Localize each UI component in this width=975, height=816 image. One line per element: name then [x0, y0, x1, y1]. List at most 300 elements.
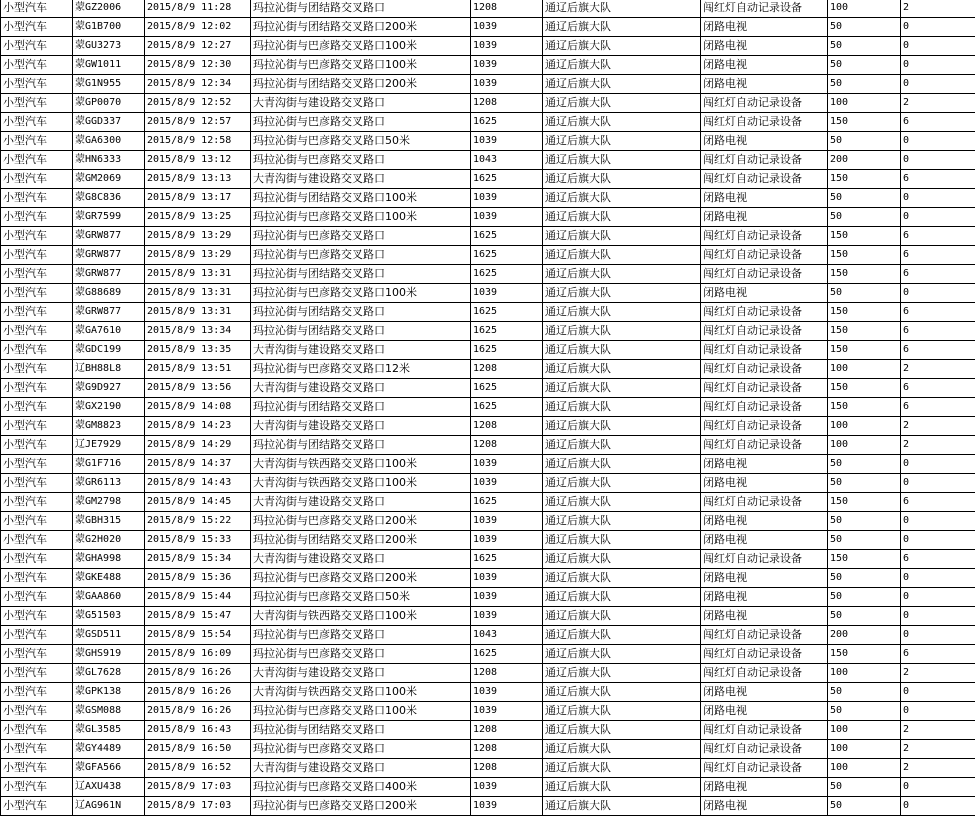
fine-amount-cell[interactable]: 150 [828, 246, 901, 265]
capture-device-cell[interactable]: 闯红灯自动记录设备 [701, 740, 828, 759]
plate-number-cell[interactable]: 蒙G8C836 [73, 189, 145, 208]
vehicle-type-cell[interactable]: 小型汽车 [1, 474, 73, 493]
violation-time-cell[interactable]: 2015/8/9 13:31 [145, 303, 251, 322]
violation-code-cell[interactable]: 1625 [471, 170, 543, 189]
violation-code-cell[interactable]: 1039 [471, 18, 543, 37]
penalty-points-cell[interactable]: 0 [901, 75, 975, 94]
vehicle-type-cell[interactable]: 小型汽车 [1, 417, 73, 436]
vehicle-type-cell[interactable]: 小型汽车 [1, 493, 73, 512]
violation-time-cell[interactable]: 2015/8/9 16:43 [145, 721, 251, 740]
violation-code-cell[interactable]: 1039 [471, 474, 543, 493]
penalty-points-cell[interactable]: 6 [901, 227, 975, 246]
department-cell[interactable]: 通辽后旗大队 [543, 664, 701, 683]
vehicle-type-cell[interactable]: 小型汽车 [1, 56, 73, 75]
department-cell[interactable]: 通辽后旗大队 [543, 170, 701, 189]
capture-device-cell[interactable]: 闭路电视 [701, 531, 828, 550]
violation-time-cell[interactable]: 2015/8/9 13:29 [145, 246, 251, 265]
plate-number-cell[interactable]: 蒙GSD511 [73, 626, 145, 645]
vehicle-type-cell[interactable]: 小型汽车 [1, 645, 73, 664]
penalty-points-cell[interactable]: 0 [901, 778, 975, 797]
violation-time-cell[interactable]: 2015/8/9 12:57 [145, 113, 251, 132]
penalty-points-cell[interactable]: 6 [901, 379, 975, 398]
fine-amount-cell[interactable]: 100 [828, 417, 901, 436]
vehicle-type-cell[interactable]: 小型汽车 [1, 94, 73, 113]
penalty-points-cell[interactable]: 0 [901, 132, 975, 151]
location-cell[interactable]: 玛拉沁街与巴彦路交叉路口200米 [251, 512, 471, 531]
capture-device-cell[interactable]: 闯红灯自动记录设备 [701, 493, 828, 512]
penalty-points-cell[interactable]: 6 [901, 113, 975, 132]
plate-number-cell[interactable]: 蒙GGD337 [73, 113, 145, 132]
location-cell[interactable]: 玛拉沁街与巴彦路交叉路口200米 [251, 797, 471, 816]
fine-amount-cell[interactable]: 200 [828, 626, 901, 645]
violation-code-cell[interactable]: 1208 [471, 740, 543, 759]
location-cell[interactable]: 玛拉沁街与团结路交叉路口 [251, 265, 471, 284]
fine-amount-cell[interactable]: 100 [828, 721, 901, 740]
capture-device-cell[interactable]: 闯红灯自动记录设备 [701, 151, 828, 170]
violation-code-cell[interactable]: 1039 [471, 607, 543, 626]
vehicle-type-cell[interactable]: 小型汽车 [1, 759, 73, 778]
vehicle-type-cell[interactable]: 小型汽车 [1, 436, 73, 455]
capture-device-cell[interactable]: 闯红灯自动记录设备 [701, 322, 828, 341]
penalty-points-cell[interactable]: 0 [901, 607, 975, 626]
location-cell[interactable]: 玛拉沁街与巴彦路交叉路口400米 [251, 778, 471, 797]
capture-device-cell[interactable]: 闭路电视 [701, 702, 828, 721]
vehicle-type-cell[interactable]: 小型汽车 [1, 265, 73, 284]
department-cell[interactable]: 通辽后旗大队 [543, 778, 701, 797]
penalty-points-cell[interactable]: 6 [901, 246, 975, 265]
vehicle-type-cell[interactable]: 小型汽车 [1, 512, 73, 531]
plate-number-cell[interactable]: 蒙GBH315 [73, 512, 145, 531]
fine-amount-cell[interactable]: 50 [828, 531, 901, 550]
penalty-points-cell[interactable]: 6 [901, 493, 975, 512]
vehicle-type-cell[interactable]: 小型汽车 [1, 569, 73, 588]
location-cell[interactable]: 大青沟街与建设路交叉路口 [251, 379, 471, 398]
capture-device-cell[interactable]: 闯红灯自动记录设备 [701, 721, 828, 740]
penalty-points-cell[interactable]: 6 [901, 398, 975, 417]
violation-time-cell[interactable]: 2015/8/9 16:52 [145, 759, 251, 778]
plate-number-cell[interactable]: 辽AG961N [73, 797, 145, 816]
violation-time-cell[interactable]: 2015/8/9 13:31 [145, 265, 251, 284]
capture-device-cell[interactable]: 闯红灯自动记录设备 [701, 170, 828, 189]
vehicle-type-cell[interactable]: 小型汽车 [1, 721, 73, 740]
violation-time-cell[interactable]: 2015/8/9 13:12 [145, 151, 251, 170]
plate-number-cell[interactable]: 蒙GKE488 [73, 569, 145, 588]
department-cell[interactable]: 通辽后旗大队 [543, 151, 701, 170]
capture-device-cell[interactable]: 闭路电视 [701, 569, 828, 588]
location-cell[interactable]: 玛拉沁街与巴彦路交叉路口100米 [251, 284, 471, 303]
capture-device-cell[interactable]: 闭路电视 [701, 778, 828, 797]
location-cell[interactable]: 玛拉沁街与团结路交叉路口 [251, 0, 471, 18]
capture-device-cell[interactable]: 闯红灯自动记录设备 [701, 398, 828, 417]
capture-device-cell[interactable]: 闯红灯自动记录设备 [701, 664, 828, 683]
capture-device-cell[interactable]: 闭路电视 [701, 284, 828, 303]
penalty-points-cell[interactable]: 6 [901, 550, 975, 569]
department-cell[interactable]: 通辽后旗大队 [543, 455, 701, 474]
fine-amount-cell[interactable]: 50 [828, 132, 901, 151]
penalty-points-cell[interactable]: 2 [901, 94, 975, 113]
vehicle-type-cell[interactable]: 小型汽车 [1, 151, 73, 170]
location-cell[interactable]: 玛拉沁街与巴彦路交叉路口 [251, 151, 471, 170]
fine-amount-cell[interactable]: 150 [828, 550, 901, 569]
department-cell[interactable]: 通辽后旗大队 [543, 436, 701, 455]
plate-number-cell[interactable]: 蒙GP0070 [73, 94, 145, 113]
capture-device-cell[interactable]: 闯红灯自动记录设备 [701, 759, 828, 778]
department-cell[interactable]: 通辽后旗大队 [543, 303, 701, 322]
fine-amount-cell[interactable]: 150 [828, 493, 901, 512]
location-cell[interactable]: 玛拉沁街与团结路交叉路口 [251, 398, 471, 417]
violation-time-cell[interactable]: 2015/8/9 12:58 [145, 132, 251, 151]
violation-code-cell[interactable]: 1039 [471, 569, 543, 588]
location-cell[interactable]: 玛拉沁街与巴彦路交叉路口 [251, 227, 471, 246]
location-cell[interactable]: 玛拉沁街与团结路交叉路口200米 [251, 531, 471, 550]
capture-device-cell[interactable]: 闯红灯自动记录设备 [701, 436, 828, 455]
plate-number-cell[interactable]: 蒙GRW877 [73, 265, 145, 284]
vehicle-type-cell[interactable]: 小型汽车 [1, 398, 73, 417]
location-cell[interactable]: 玛拉沁街与巴彦路交叉路口100米 [251, 37, 471, 56]
plate-number-cell[interactable]: 辽JE7929 [73, 436, 145, 455]
penalty-points-cell[interactable]: 0 [901, 512, 975, 531]
violation-time-cell[interactable]: 2015/8/9 12:52 [145, 94, 251, 113]
penalty-points-cell[interactable]: 6 [901, 322, 975, 341]
vehicle-type-cell[interactable]: 小型汽车 [1, 246, 73, 265]
location-cell[interactable]: 玛拉沁街与巴彦路交叉路口 [251, 113, 471, 132]
violation-time-cell[interactable]: 2015/8/9 15:47 [145, 607, 251, 626]
capture-device-cell[interactable]: 闯红灯自动记录设备 [701, 0, 828, 18]
plate-number-cell[interactable]: 辽AXU438 [73, 778, 145, 797]
violation-time-cell[interactable]: 2015/8/9 14:45 [145, 493, 251, 512]
plate-number-cell[interactable]: 蒙GHS919 [73, 645, 145, 664]
plate-number-cell[interactable]: 蒙GW1011 [73, 56, 145, 75]
department-cell[interactable]: 通辽后旗大队 [543, 189, 701, 208]
violation-code-cell[interactable]: 1039 [471, 132, 543, 151]
penalty-points-cell[interactable]: 0 [901, 37, 975, 56]
capture-device-cell[interactable]: 闯红灯自动记录设备 [701, 360, 828, 379]
location-cell[interactable]: 大青沟街与铁西路交叉路口100米 [251, 474, 471, 493]
violation-time-cell[interactable]: 2015/8/9 14:08 [145, 398, 251, 417]
department-cell[interactable]: 通辽后旗大队 [543, 379, 701, 398]
vehicle-type-cell[interactable]: 小型汽车 [1, 113, 73, 132]
violation-time-cell[interactable]: 2015/8/9 13:35 [145, 341, 251, 360]
fine-amount-cell[interactable]: 50 [828, 797, 901, 816]
violation-code-cell[interactable]: 1208 [471, 721, 543, 740]
vehicle-type-cell[interactable]: 小型汽车 [1, 740, 73, 759]
vehicle-type-cell[interactable]: 小型汽车 [1, 379, 73, 398]
location-cell[interactable]: 大青沟街与建设路交叉路口 [251, 493, 471, 512]
penalty-points-cell[interactable]: 0 [901, 151, 975, 170]
plate-number-cell[interactable]: 蒙HN6333 [73, 151, 145, 170]
penalty-points-cell[interactable]: 0 [901, 531, 975, 550]
penalty-points-cell[interactable]: 0 [901, 626, 975, 645]
fine-amount-cell[interactable]: 50 [828, 75, 901, 94]
plate-number-cell[interactable]: 辽BH88L8 [73, 360, 145, 379]
department-cell[interactable]: 通辽后旗大队 [543, 759, 701, 778]
location-cell[interactable]: 玛拉沁街与巴彦路交叉路口50米 [251, 132, 471, 151]
department-cell[interactable]: 通辽后旗大队 [543, 341, 701, 360]
department-cell[interactable]: 通辽后旗大队 [543, 531, 701, 550]
violation-code-cell[interactable]: 1208 [471, 360, 543, 379]
department-cell[interactable]: 通辽后旗大队 [543, 322, 701, 341]
violation-time-cell[interactable]: 2015/8/9 13:13 [145, 170, 251, 189]
violation-time-cell[interactable]: 2015/8/9 11:28 [145, 0, 251, 18]
department-cell[interactable]: 通辽后旗大队 [543, 474, 701, 493]
department-cell[interactable]: 通辽后旗大队 [543, 37, 701, 56]
capture-device-cell[interactable]: 闭路电视 [701, 18, 828, 37]
plate-number-cell[interactable]: 蒙GPK138 [73, 683, 145, 702]
capture-device-cell[interactable]: 闯红灯自动记录设备 [701, 645, 828, 664]
penalty-points-cell[interactable]: 0 [901, 702, 975, 721]
location-cell[interactable]: 玛拉沁街与团结路交叉路口200米 [251, 75, 471, 94]
plate-number-cell[interactable]: 蒙GA6300 [73, 132, 145, 151]
fine-amount-cell[interactable]: 50 [828, 37, 901, 56]
violation-code-cell[interactable]: 1208 [471, 664, 543, 683]
violation-code-cell[interactable]: 1039 [471, 455, 543, 474]
department-cell[interactable]: 通辽后旗大队 [543, 113, 701, 132]
violation-code-cell[interactable]: 1039 [471, 531, 543, 550]
location-cell[interactable]: 玛拉沁街与团结路交叉路口 [251, 436, 471, 455]
capture-device-cell[interactable]: 闭路电视 [701, 607, 828, 626]
fine-amount-cell[interactable]: 150 [828, 341, 901, 360]
violation-time-cell[interactable]: 2015/8/9 16:50 [145, 740, 251, 759]
violation-time-cell[interactable]: 2015/8/9 17:03 [145, 797, 251, 816]
location-cell[interactable]: 大青沟街与建设路交叉路口 [251, 550, 471, 569]
penalty-points-cell[interactable]: 0 [901, 189, 975, 208]
plate-number-cell[interactable]: 蒙GSM088 [73, 702, 145, 721]
fine-amount-cell[interactable]: 150 [828, 170, 901, 189]
fine-amount-cell[interactable]: 100 [828, 436, 901, 455]
violation-time-cell[interactable]: 2015/8/9 16:26 [145, 664, 251, 683]
department-cell[interactable]: 通辽后旗大队 [543, 360, 701, 379]
fine-amount-cell[interactable]: 50 [828, 56, 901, 75]
violation-time-cell[interactable]: 2015/8/9 13:31 [145, 284, 251, 303]
penalty-points-cell[interactable]: 0 [901, 474, 975, 493]
penalty-points-cell[interactable]: 0 [901, 569, 975, 588]
violation-time-cell[interactable]: 2015/8/9 16:26 [145, 683, 251, 702]
plate-number-cell[interactable]: 蒙G1F716 [73, 455, 145, 474]
vehicle-type-cell[interactable]: 小型汽车 [1, 626, 73, 645]
penalty-points-cell[interactable]: 2 [901, 740, 975, 759]
violation-code-cell[interactable]: 1625 [471, 341, 543, 360]
capture-device-cell[interactable]: 闯红灯自动记录设备 [701, 246, 828, 265]
location-cell[interactable]: 玛拉沁街与巴彦路交叉路口50米 [251, 588, 471, 607]
violation-code-cell[interactable]: 1625 [471, 550, 543, 569]
department-cell[interactable]: 通辽后旗大队 [543, 132, 701, 151]
fine-amount-cell[interactable]: 200 [828, 151, 901, 170]
plate-number-cell[interactable]: 蒙GM8823 [73, 417, 145, 436]
vehicle-type-cell[interactable]: 小型汽车 [1, 683, 73, 702]
penalty-points-cell[interactable]: 2 [901, 436, 975, 455]
capture-device-cell[interactable]: 闯红灯自动记录设备 [701, 303, 828, 322]
vehicle-type-cell[interactable]: 小型汽车 [1, 37, 73, 56]
violation-time-cell[interactable]: 2015/8/9 15:54 [145, 626, 251, 645]
violation-code-cell[interactable]: 1039 [471, 56, 543, 75]
violation-time-cell[interactable]: 2015/8/9 12:30 [145, 56, 251, 75]
vehicle-type-cell[interactable]: 小型汽车 [1, 75, 73, 94]
plate-number-cell[interactable]: 蒙G9D927 [73, 379, 145, 398]
capture-device-cell[interactable]: 闭路电视 [701, 75, 828, 94]
location-cell[interactable]: 大青沟街与铁西路交叉路口100米 [251, 607, 471, 626]
department-cell[interactable]: 通辽后旗大队 [543, 569, 701, 588]
department-cell[interactable]: 通辽后旗大队 [543, 702, 701, 721]
capture-device-cell[interactable]: 闭路电视 [701, 512, 828, 531]
violation-code-cell[interactable]: 1625 [471, 398, 543, 417]
plate-number-cell[interactable]: 蒙G1N955 [73, 75, 145, 94]
fine-amount-cell[interactable]: 50 [828, 208, 901, 227]
department-cell[interactable]: 通辽后旗大队 [543, 0, 701, 18]
penalty-points-cell[interactable]: 0 [901, 56, 975, 75]
fine-amount-cell[interactable]: 50 [828, 512, 901, 531]
penalty-points-cell[interactable]: 0 [901, 18, 975, 37]
violation-code-cell[interactable]: 1039 [471, 702, 543, 721]
fine-amount-cell[interactable]: 100 [828, 664, 901, 683]
fine-amount-cell[interactable]: 50 [828, 702, 901, 721]
plate-number-cell[interactable]: 蒙GR6113 [73, 474, 145, 493]
violation-code-cell[interactable]: 1625 [471, 113, 543, 132]
violation-code-cell[interactable]: 1039 [471, 683, 543, 702]
plate-number-cell[interactable]: 蒙G2H020 [73, 531, 145, 550]
capture-device-cell[interactable]: 闭路电视 [701, 474, 828, 493]
violation-code-cell[interactable]: 1039 [471, 778, 543, 797]
violation-time-cell[interactable]: 2015/8/9 13:17 [145, 189, 251, 208]
violation-code-cell[interactable]: 1208 [471, 0, 543, 18]
fine-amount-cell[interactable]: 50 [828, 683, 901, 702]
vehicle-type-cell[interactable]: 小型汽车 [1, 588, 73, 607]
department-cell[interactable]: 通辽后旗大队 [543, 607, 701, 626]
violation-code-cell[interactable]: 1625 [471, 645, 543, 664]
violation-time-cell[interactable]: 2015/8/9 13:25 [145, 208, 251, 227]
location-cell[interactable]: 玛拉沁街与巴彦路交叉路口 [251, 626, 471, 645]
vehicle-type-cell[interactable]: 小型汽车 [1, 322, 73, 341]
vehicle-type-cell[interactable]: 小型汽车 [1, 531, 73, 550]
fine-amount-cell[interactable]: 50 [828, 588, 901, 607]
location-cell[interactable]: 大青沟街与建设路交叉路口 [251, 759, 471, 778]
capture-device-cell[interactable]: 闯红灯自动记录设备 [701, 626, 828, 645]
fine-amount-cell[interactable]: 50 [828, 455, 901, 474]
plate-number-cell[interactable]: 蒙GRW877 [73, 246, 145, 265]
plate-number-cell[interactable]: 蒙GL3585 [73, 721, 145, 740]
violation-time-cell[interactable]: 2015/8/9 14:29 [145, 436, 251, 455]
vehicle-type-cell[interactable]: 小型汽车 [1, 132, 73, 151]
violation-code-cell[interactable]: 1625 [471, 246, 543, 265]
department-cell[interactable]: 通辽后旗大队 [543, 797, 701, 816]
location-cell[interactable]: 大青沟街与建设路交叉路口 [251, 664, 471, 683]
violation-code-cell[interactable]: 1039 [471, 284, 543, 303]
violation-code-cell[interactable]: 1208 [471, 759, 543, 778]
department-cell[interactable]: 通辽后旗大队 [543, 94, 701, 113]
fine-amount-cell[interactable]: 100 [828, 360, 901, 379]
capture-device-cell[interactable]: 闯红灯自动记录设备 [701, 417, 828, 436]
location-cell[interactable]: 大青沟街与建设路交叉路口 [251, 94, 471, 113]
violation-code-cell[interactable]: 1039 [471, 208, 543, 227]
capture-device-cell[interactable]: 闯红灯自动记录设备 [701, 265, 828, 284]
plate-number-cell[interactable]: 蒙GDC199 [73, 341, 145, 360]
fine-amount-cell[interactable]: 50 [828, 778, 901, 797]
penalty-points-cell[interactable]: 0 [901, 284, 975, 303]
fine-amount-cell[interactable]: 50 [828, 284, 901, 303]
plate-number-cell[interactable]: 蒙GR7599 [73, 208, 145, 227]
department-cell[interactable]: 通辽后旗大队 [543, 512, 701, 531]
location-cell[interactable]: 玛拉沁街与巴彦路交叉路口100米 [251, 208, 471, 227]
penalty-points-cell[interactable]: 2 [901, 0, 975, 18]
fine-amount-cell[interactable]: 150 [828, 322, 901, 341]
plate-number-cell[interactable]: 蒙GL7628 [73, 664, 145, 683]
violation-code-cell[interactable]: 1208 [471, 436, 543, 455]
violation-time-cell[interactable]: 2015/8/9 13:34 [145, 322, 251, 341]
fine-amount-cell[interactable]: 100 [828, 0, 901, 18]
fine-amount-cell[interactable]: 50 [828, 474, 901, 493]
plate-number-cell[interactable]: 蒙GHA998 [73, 550, 145, 569]
violation-code-cell[interactable]: 1039 [471, 512, 543, 531]
penalty-points-cell[interactable]: 6 [901, 303, 975, 322]
department-cell[interactable]: 通辽后旗大队 [543, 683, 701, 702]
capture-device-cell[interactable]: 闭路电视 [701, 56, 828, 75]
plate-number-cell[interactable]: 蒙GAA860 [73, 588, 145, 607]
vehicle-type-cell[interactable]: 小型汽车 [1, 360, 73, 379]
violation-time-cell[interactable]: 2015/8/9 15:22 [145, 512, 251, 531]
department-cell[interactable]: 通辽后旗大队 [543, 56, 701, 75]
violation-time-cell[interactable]: 2015/8/9 13:51 [145, 360, 251, 379]
violation-code-cell[interactable]: 1039 [471, 189, 543, 208]
department-cell[interactable]: 通辽后旗大队 [543, 18, 701, 37]
capture-device-cell[interactable]: 闯红灯自动记录设备 [701, 550, 828, 569]
fine-amount-cell[interactable]: 150 [828, 303, 901, 322]
location-cell[interactable]: 玛拉沁街与巴彦路交叉路口200米 [251, 569, 471, 588]
location-cell[interactable]: 玛拉沁街与巴彦路交叉路口12米 [251, 360, 471, 379]
department-cell[interactable]: 通辽后旗大队 [543, 740, 701, 759]
penalty-points-cell[interactable]: 2 [901, 759, 975, 778]
fine-amount-cell[interactable]: 150 [828, 398, 901, 417]
capture-device-cell[interactable]: 闯红灯自动记录设备 [701, 113, 828, 132]
vehicle-type-cell[interactable]: 小型汽车 [1, 189, 73, 208]
vehicle-type-cell[interactable]: 小型汽车 [1, 284, 73, 303]
capture-device-cell[interactable]: 闯红灯自动记录设备 [701, 379, 828, 398]
violation-time-cell[interactable]: 2015/8/9 14:23 [145, 417, 251, 436]
location-cell[interactable]: 玛拉沁街与团结路交叉路口 [251, 303, 471, 322]
penalty-points-cell[interactable]: 0 [901, 588, 975, 607]
vehicle-type-cell[interactable]: 小型汽车 [1, 170, 73, 189]
plate-number-cell[interactable]: 蒙GA7610 [73, 322, 145, 341]
violation-time-cell[interactable]: 2015/8/9 12:02 [145, 18, 251, 37]
plate-number-cell[interactable]: 蒙G51503 [73, 607, 145, 626]
location-cell[interactable]: 玛拉沁街与巴彦路交叉路口 [251, 246, 471, 265]
plate-number-cell[interactable]: 蒙GX2190 [73, 398, 145, 417]
department-cell[interactable]: 通辽后旗大队 [543, 246, 701, 265]
violation-time-cell[interactable]: 2015/8/9 15:34 [145, 550, 251, 569]
capture-device-cell[interactable]: 闭路电视 [701, 132, 828, 151]
violation-code-cell[interactable]: 1039 [471, 797, 543, 816]
penalty-points-cell[interactable]: 2 [901, 360, 975, 379]
location-cell[interactable]: 玛拉沁街与团结路交叉路口200米 [251, 18, 471, 37]
location-cell[interactable]: 玛拉沁街与巴彦路交叉路口100米 [251, 56, 471, 75]
violation-time-cell[interactable]: 2015/8/9 12:27 [145, 37, 251, 56]
fine-amount-cell[interactable]: 150 [828, 265, 901, 284]
capture-device-cell[interactable]: 闭路电视 [701, 588, 828, 607]
location-cell[interactable]: 大青沟街与建设路交叉路口 [251, 170, 471, 189]
department-cell[interactable]: 通辽后旗大队 [543, 265, 701, 284]
violation-code-cell[interactable]: 1039 [471, 37, 543, 56]
plate-number-cell[interactable]: 蒙GU3273 [73, 37, 145, 56]
violation-code-cell[interactable]: 1208 [471, 94, 543, 113]
plate-number-cell[interactable]: 蒙GFA566 [73, 759, 145, 778]
violation-time-cell[interactable]: 2015/8/9 17:03 [145, 778, 251, 797]
violation-time-cell[interactable]: 2015/8/9 14:37 [145, 455, 251, 474]
penalty-points-cell[interactable]: 6 [901, 170, 975, 189]
violation-code-cell[interactable]: 1043 [471, 626, 543, 645]
department-cell[interactable]: 通辽后旗大队 [543, 398, 701, 417]
fine-amount-cell[interactable]: 150 [828, 379, 901, 398]
vehicle-type-cell[interactable]: 小型汽车 [1, 227, 73, 246]
violation-code-cell[interactable]: 1625 [471, 379, 543, 398]
fine-amount-cell[interactable]: 100 [828, 759, 901, 778]
